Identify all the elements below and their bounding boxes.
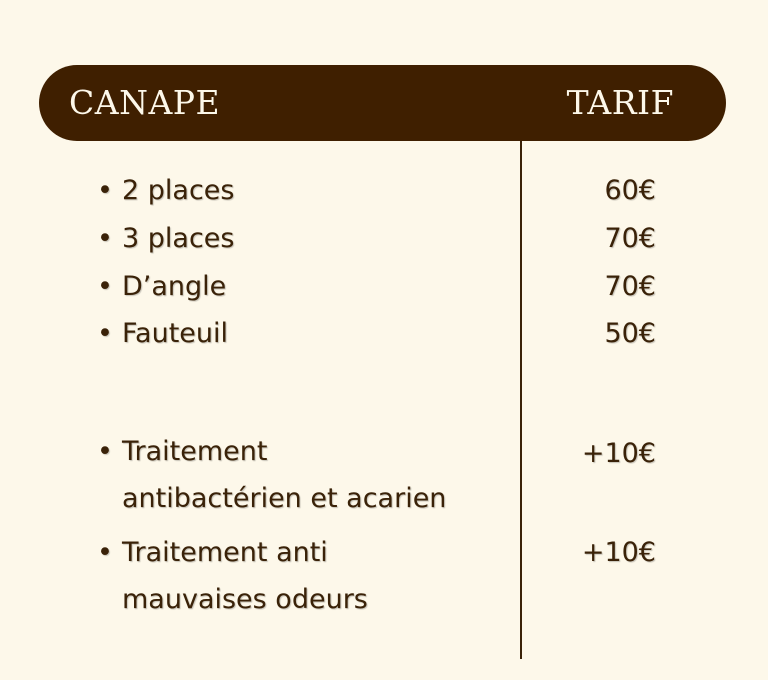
item-label-line1: Traitement (122, 436, 268, 467)
item-label: 2 places (122, 175, 235, 206)
item-label: Fauteuil (122, 318, 229, 349)
column-divider (520, 141, 522, 659)
list-item-fauteuil (97, 310, 228, 357)
item-price: +10€ (581, 438, 656, 469)
item-label-line2: mauvaises odeurs (122, 584, 368, 615)
item-price: 60€ (604, 175, 656, 206)
item-price: +10€ (581, 537, 656, 568)
bullet-icon: • (97, 537, 113, 568)
item-price: 50€ (604, 318, 656, 349)
item-label-line2: antibactérien et acarien (122, 483, 447, 514)
bullet-icon: • (97, 271, 113, 302)
pricing-header (39, 65, 726, 141)
item-price: 70€ (604, 223, 656, 254)
list-item-3-places (97, 215, 234, 262)
bullet-icon: • (97, 436, 113, 467)
column-title-canape: CANAPE (69, 83, 221, 122)
column-title-tarif: TARIF (566, 83, 674, 122)
list-item-treatment-antibacterial (97, 428, 446, 522)
list-item-angle (97, 263, 226, 310)
list-item-treatment-odor (97, 529, 368, 623)
list-item-2-places (97, 167, 234, 214)
bullet-icon: • (97, 318, 113, 349)
item-label-line1: Traitement anti (122, 537, 328, 568)
bullet-icon: • (97, 223, 113, 254)
bullet-icon: • (97, 175, 113, 206)
item-label: 3 places (122, 223, 235, 254)
item-label: D’angle (122, 271, 227, 302)
item-price: 70€ (604, 271, 656, 302)
